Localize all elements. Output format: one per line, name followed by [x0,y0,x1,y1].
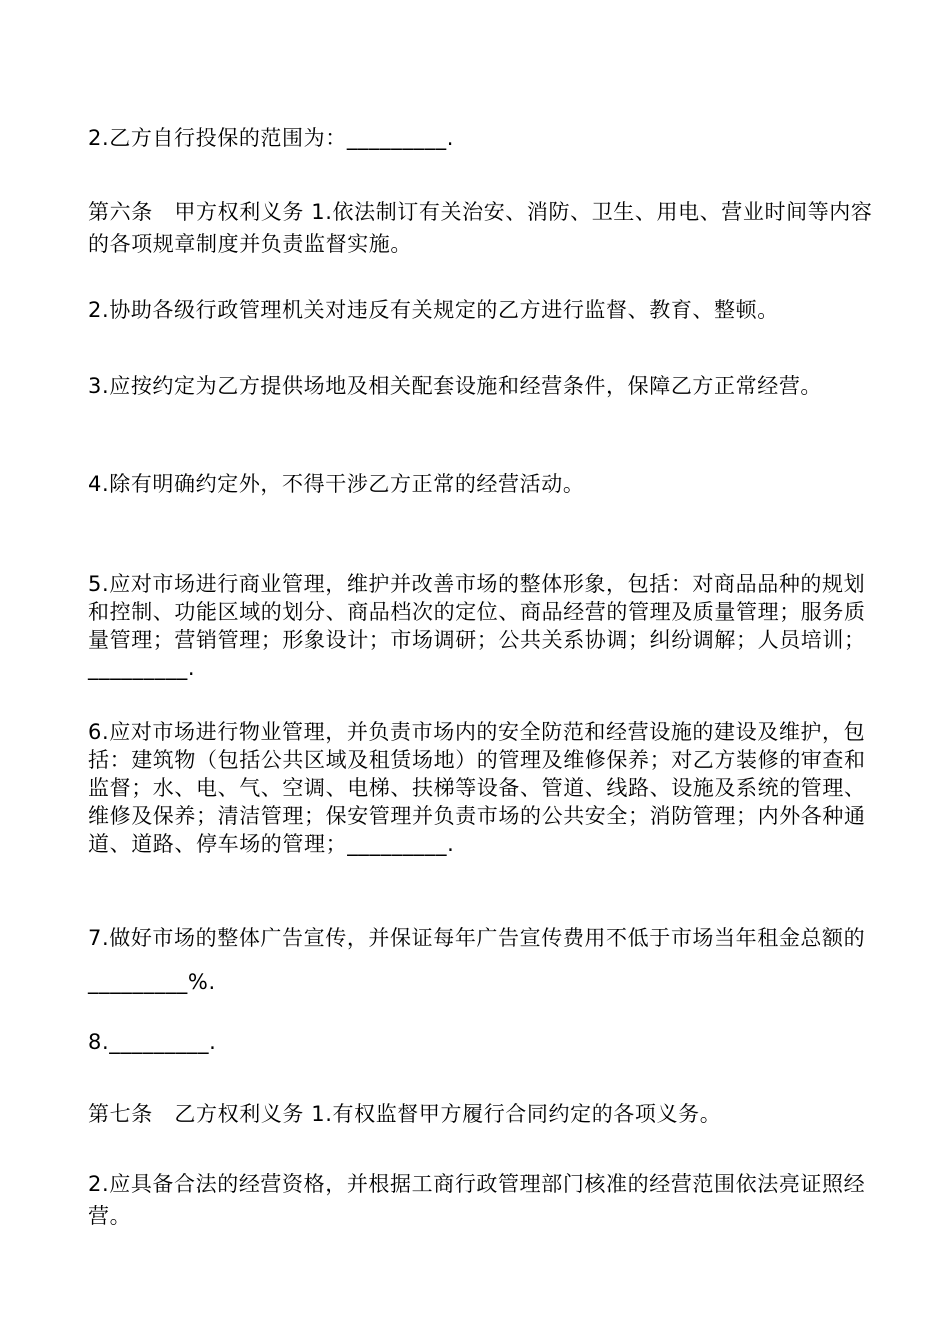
paragraph-article-6-item-1: 第六条 甲方权利义务 1.依法制订有关治安、消防、卫生、用电、营业时间等内容的各项规章制度并负责监督实施。 [88,200,873,256]
paragraph-insurance-scope: 2.乙方自行投保的范围为：_________. [88,126,455,150]
paragraph-article-6-item-6: 6.应对市场进行物业管理，并负责市场内的安全防范和经营设施的建设及维护，包括：建筑物（包括公共区域及租赁场地）的管理及维修保养；对乙方装修的审查和监督；水、电、气、空调、电梯、扶梯等设备、管道、线路、设施及系统的管理、维修及保养；清洁管理；保安管理并负责市场的公共安全；消防管理；内外各种通道、道路、停车场的管理；_________. [88,720,866,856]
paragraph-article-6-item-2: 2.协助各级行政管理机关对违反有关规定的乙方进行监督、教育、整顿。 [88,298,779,322]
paragraph-article-7-item-1: 第七条 乙方权利义务 1.有权监督甲方履行合同约定的各项义务。 [88,1102,722,1126]
paragraph-article-7-item-2: 2.应具备合法的经营资格，并根据工商行政管理部门核准的经营范围依法亮证照经营。 [88,1172,866,1228]
paragraph-article-6-item-8: 8._________. [88,1030,217,1054]
paragraph-article-6-item-5: 5.应对市场进行商业管理，维护并改善市场的整体形象，包括：对商品品种的规划和控制、功能区域的划分、商品档次的定位、商品经营的管理及质量管理；服务质量管理；营销管理；形象设计；市场调研；公共关系协调；纠纷调解；人员培训；_________. [88,572,866,680]
paragraph-article-6-item-7: 7.做好市场的整体广告宣传，并保证每年广告宣传费用不低于市场当年租金总额的_________%. [88,926,866,994]
paragraph-article-6-item-3: 3.应按约定为乙方提供场地及相关配套设施和经营条件，保障乙方正常经营。 [88,374,823,398]
paragraph-article-6-item-4: 4.除有明确约定外，不得干涉乙方正常的经营活动。 [88,472,585,496]
